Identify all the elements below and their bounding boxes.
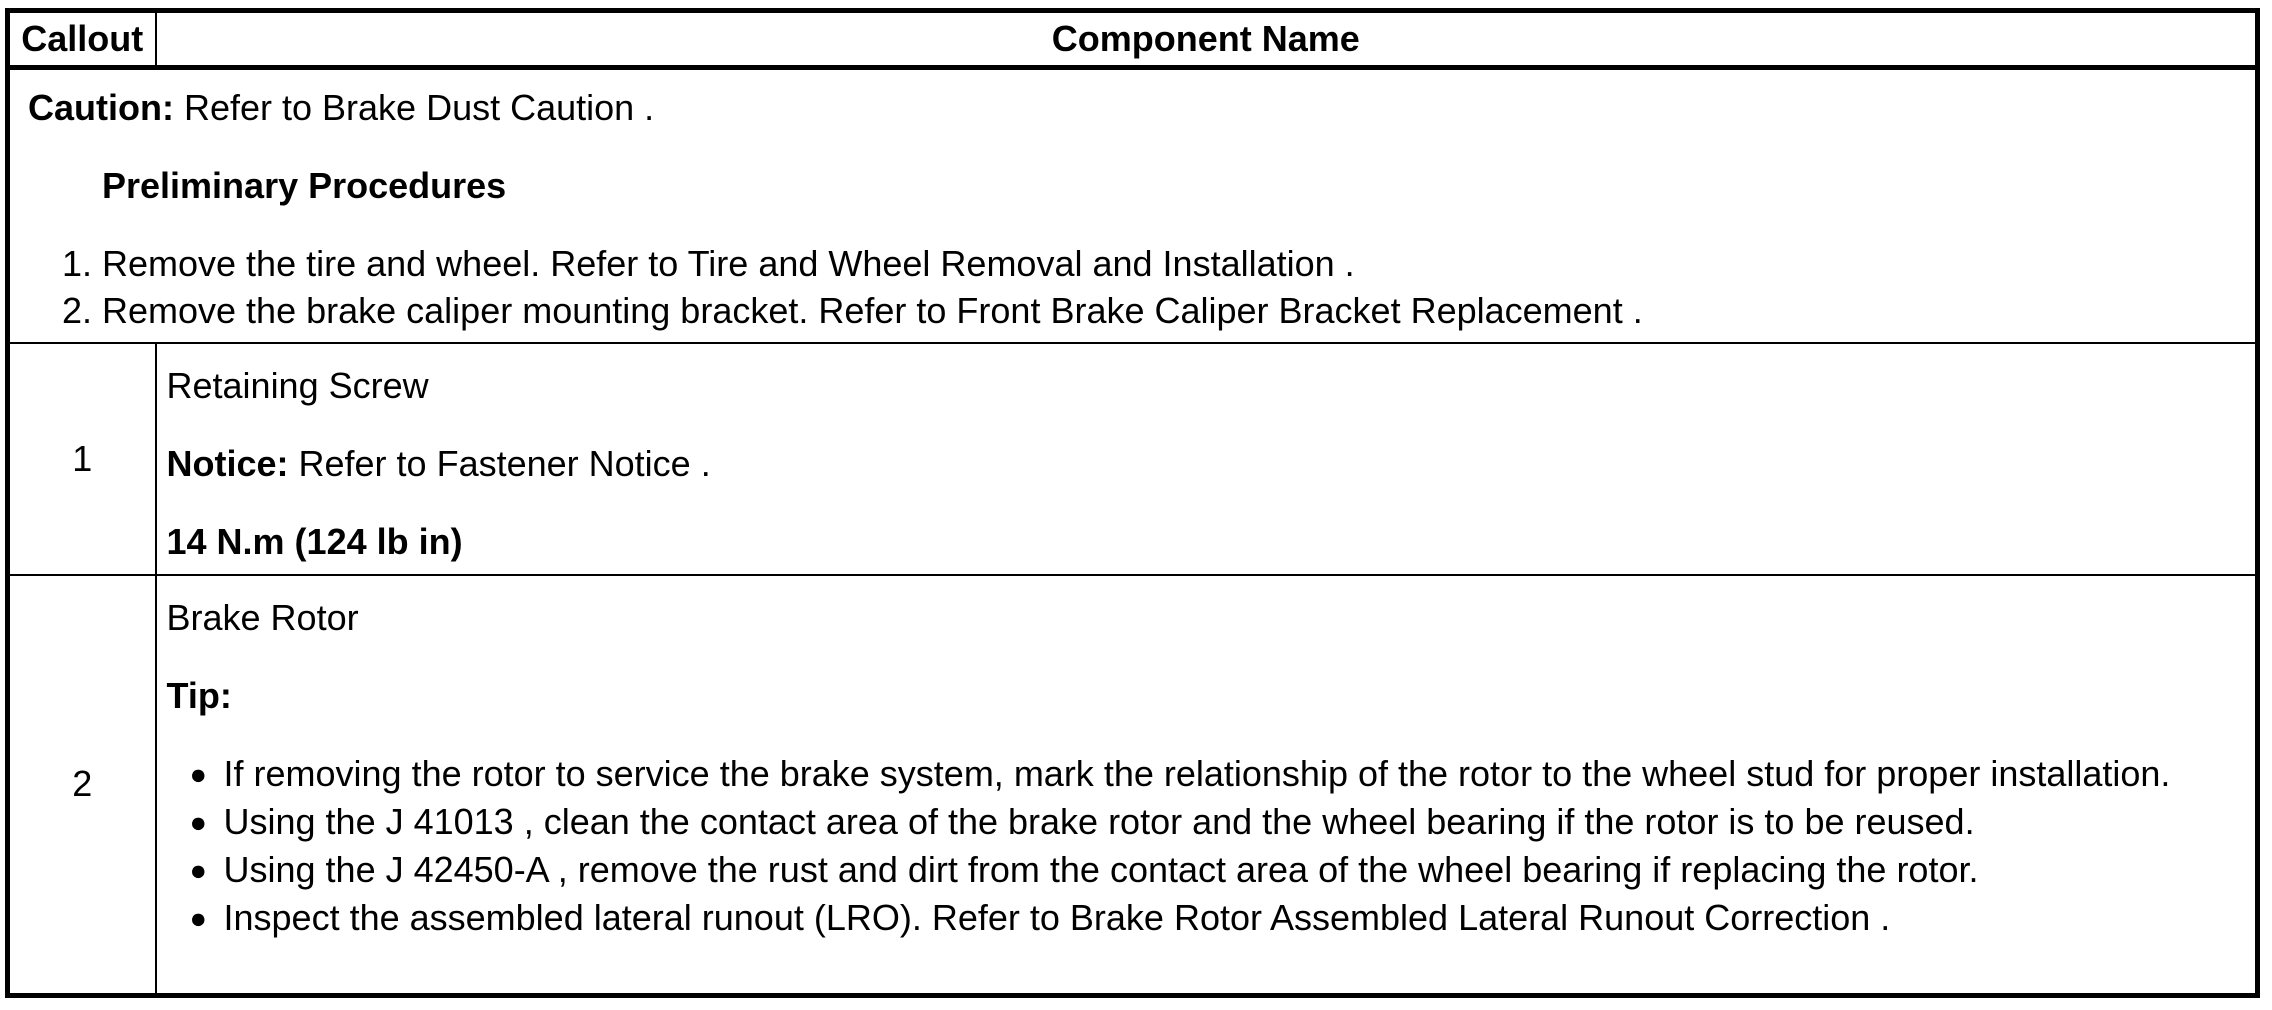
component-name-text: Brake Rotor	[166, 597, 359, 638]
table-row-callout-1	[8, 343, 2258, 575]
caution-paragraph	[28, 84, 2245, 132]
preliminary-procedures-cell	[8, 68, 2258, 344]
notice-paragraph	[167, 440, 2246, 488]
preliminary-steps-list	[28, 240, 2245, 334]
torque-spec-text: 14 N.m (124 lb in)	[166, 521, 463, 562]
notice-text: Refer to Fastener Notice .	[288, 443, 711, 484]
component-cell-retaining-screw	[156, 343, 2258, 575]
component-cell-brake-rotor	[156, 575, 2258, 995]
component-callout-table	[5, 8, 2260, 998]
column-header-callout: Callout	[8, 11, 156, 68]
tip-item: ● Using the J 42450-A , remove the rust and dirt from the contact area of the wheel bearing if replacing the rotor.	[167, 846, 2246, 894]
tip-item: ● Using the J 41013 , clean the contact area of the brake rotor and the wheel bearing if the rotor is to be reused.	[167, 798, 2246, 846]
column-header-component-name: Component Name	[156, 11, 2258, 68]
caution-label: Caution:	[28, 87, 174, 128]
preliminary-procedures-heading: Preliminary Procedures	[102, 165, 507, 206]
callout-number-1: 1	[8, 343, 156, 575]
preliminary-step: 2. Remove the brake caliper mounting bracket. Refer to Front Brake Caliper Bracket Replacement .	[102, 287, 2245, 334]
tip-label: Tip:	[166, 675, 232, 716]
tip-item: ● Inspect the assembled lateral runout (LRO). Refer to Brake Rotor Assembled Lateral Runout Correction .	[167, 894, 2246, 942]
callout-number-2: 2	[8, 575, 156, 995]
caution-text: Refer to Brake Dust Caution .	[173, 87, 655, 128]
table-header-row	[8, 11, 2258, 68]
tip-item: ● If removing the rotor to service the brake system, mark the relationship of the rotor to the wheel stud for proper installation.	[167, 750, 2246, 798]
component-name-text: Retaining Screw	[166, 365, 429, 406]
notice-label: Notice:	[166, 443, 289, 484]
table-row-callout-2	[8, 575, 2258, 995]
preliminary-procedures-row	[8, 68, 2258, 344]
tip-bullet-list	[167, 750, 2246, 942]
preliminary-step: 1. Remove the tire and wheel. Refer to Tire and Wheel Removal and Installation .	[102, 240, 2245, 287]
